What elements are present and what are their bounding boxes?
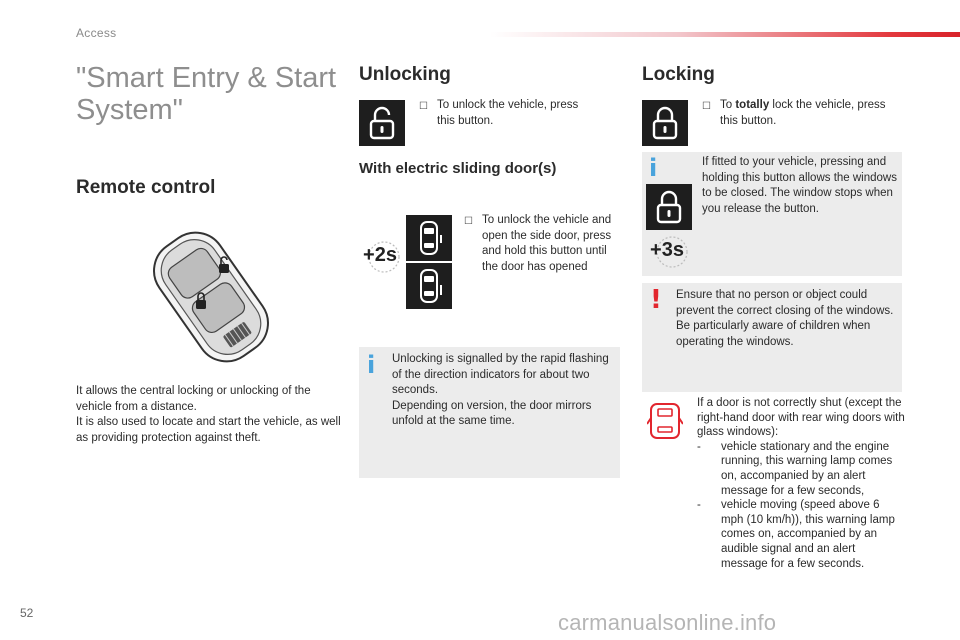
lock-open-icon bbox=[367, 106, 397, 140]
car-top-view-icon bbox=[412, 267, 446, 305]
lock-button-icon bbox=[642, 100, 688, 146]
info-icon: i bbox=[367, 351, 376, 379]
list-item: - vehicle stationary and the engine running, this warning lamp comes on, accompanied by an alert message for a few seconds, bbox=[697, 440, 893, 497]
locking-info-box bbox=[642, 152, 902, 276]
locking-warning-text: Ensure that no person or object could prevent the correct closing of the windows. Be particularly aware of children when operating the windows. bbox=[676, 289, 894, 348]
checkbox-bullet-icon: ☐ bbox=[464, 216, 473, 227]
page-number: 52 bbox=[20, 606, 34, 620]
door-open-note: If a door is not correctly shut (except the right-hand door with rear wing doors with glass windows): - vehicle stationary and the engine running, this warning lamp comes on, accompanied by an alert message for a few seconds, - vehicle moving (speed above 6 mph (10 km/h)), this warning lamp comes on, accompanied by an audible signal and an alert message for a few seconds. bbox=[697, 397, 905, 570]
sliding-door-open-icon bbox=[406, 263, 452, 309]
sliding-door-unlock-icon bbox=[406, 215, 452, 261]
timer-2s-icon: +2s bbox=[358, 240, 402, 274]
locking-heading: Locking bbox=[642, 64, 715, 85]
unlock-instruction: ☐ To unlock the vehicle, press this button. bbox=[419, 98, 599, 129]
watermark: carmanualsonline.info bbox=[558, 610, 777, 635]
locking-warning-box bbox=[642, 283, 902, 392]
lock-closed-icon bbox=[654, 190, 684, 224]
locking-info-text: If fitted to your vehicle, pressing and holding this button allows the windows to be closed. The window stops when you release the button. bbox=[702, 156, 897, 215]
lock-button-icon bbox=[646, 184, 692, 230]
sliding-door-instruction: ☐ To unlock the vehicle and open the side door, press and hold this button until the door has opened bbox=[464, 213, 620, 275]
lock-instruction: ☐ To totally lock the vehicle, press this button. bbox=[702, 98, 902, 129]
section-tag: Access bbox=[76, 26, 117, 40]
header-accent-bar bbox=[490, 32, 960, 37]
sliding-door-heading: With electric sliding door(s) bbox=[359, 160, 557, 177]
unlock-button-icon bbox=[359, 100, 405, 146]
door-open-warning-lamp-icon bbox=[647, 398, 683, 442]
unlocking-heading: Unlocking bbox=[359, 64, 451, 85]
checkbox-bullet-icon: ☐ bbox=[702, 101, 711, 112]
checkbox-bullet-icon: ☐ bbox=[419, 101, 428, 112]
remote-key-illustration bbox=[136, 222, 286, 372]
unlocking-info-box bbox=[359, 347, 620, 478]
remote-control-description: It allows the central locking or unlocking of the vehicle from a distance. It is also used to locate and start the vehicle, as well as providing protection against theft. bbox=[76, 385, 341, 444]
remote-control-heading: Remote control bbox=[76, 177, 216, 198]
timer-3s-icon: +3s bbox=[644, 235, 690, 269]
list-item: - vehicle moving (speed above 6 mph (10 km/h)), this warning lamp comes on, accompanied by an audible signal and an alert message for a few seconds. bbox=[697, 499, 895, 570]
unlocking-info-text: Unlocking is signalled by the rapid flashing of the direction indicators for about two seconds. Depending on version, the door mirrors unfold at the same time. bbox=[392, 353, 609, 427]
page-title: "Smart Entry & Start System" bbox=[76, 62, 337, 126]
info-icon: i bbox=[649, 154, 658, 182]
warning-exclamation-icon: ! bbox=[650, 285, 662, 315]
car-top-view-icon bbox=[412, 219, 446, 257]
lock-closed-icon bbox=[650, 106, 680, 140]
door-open-note-list bbox=[697, 440, 905, 571]
